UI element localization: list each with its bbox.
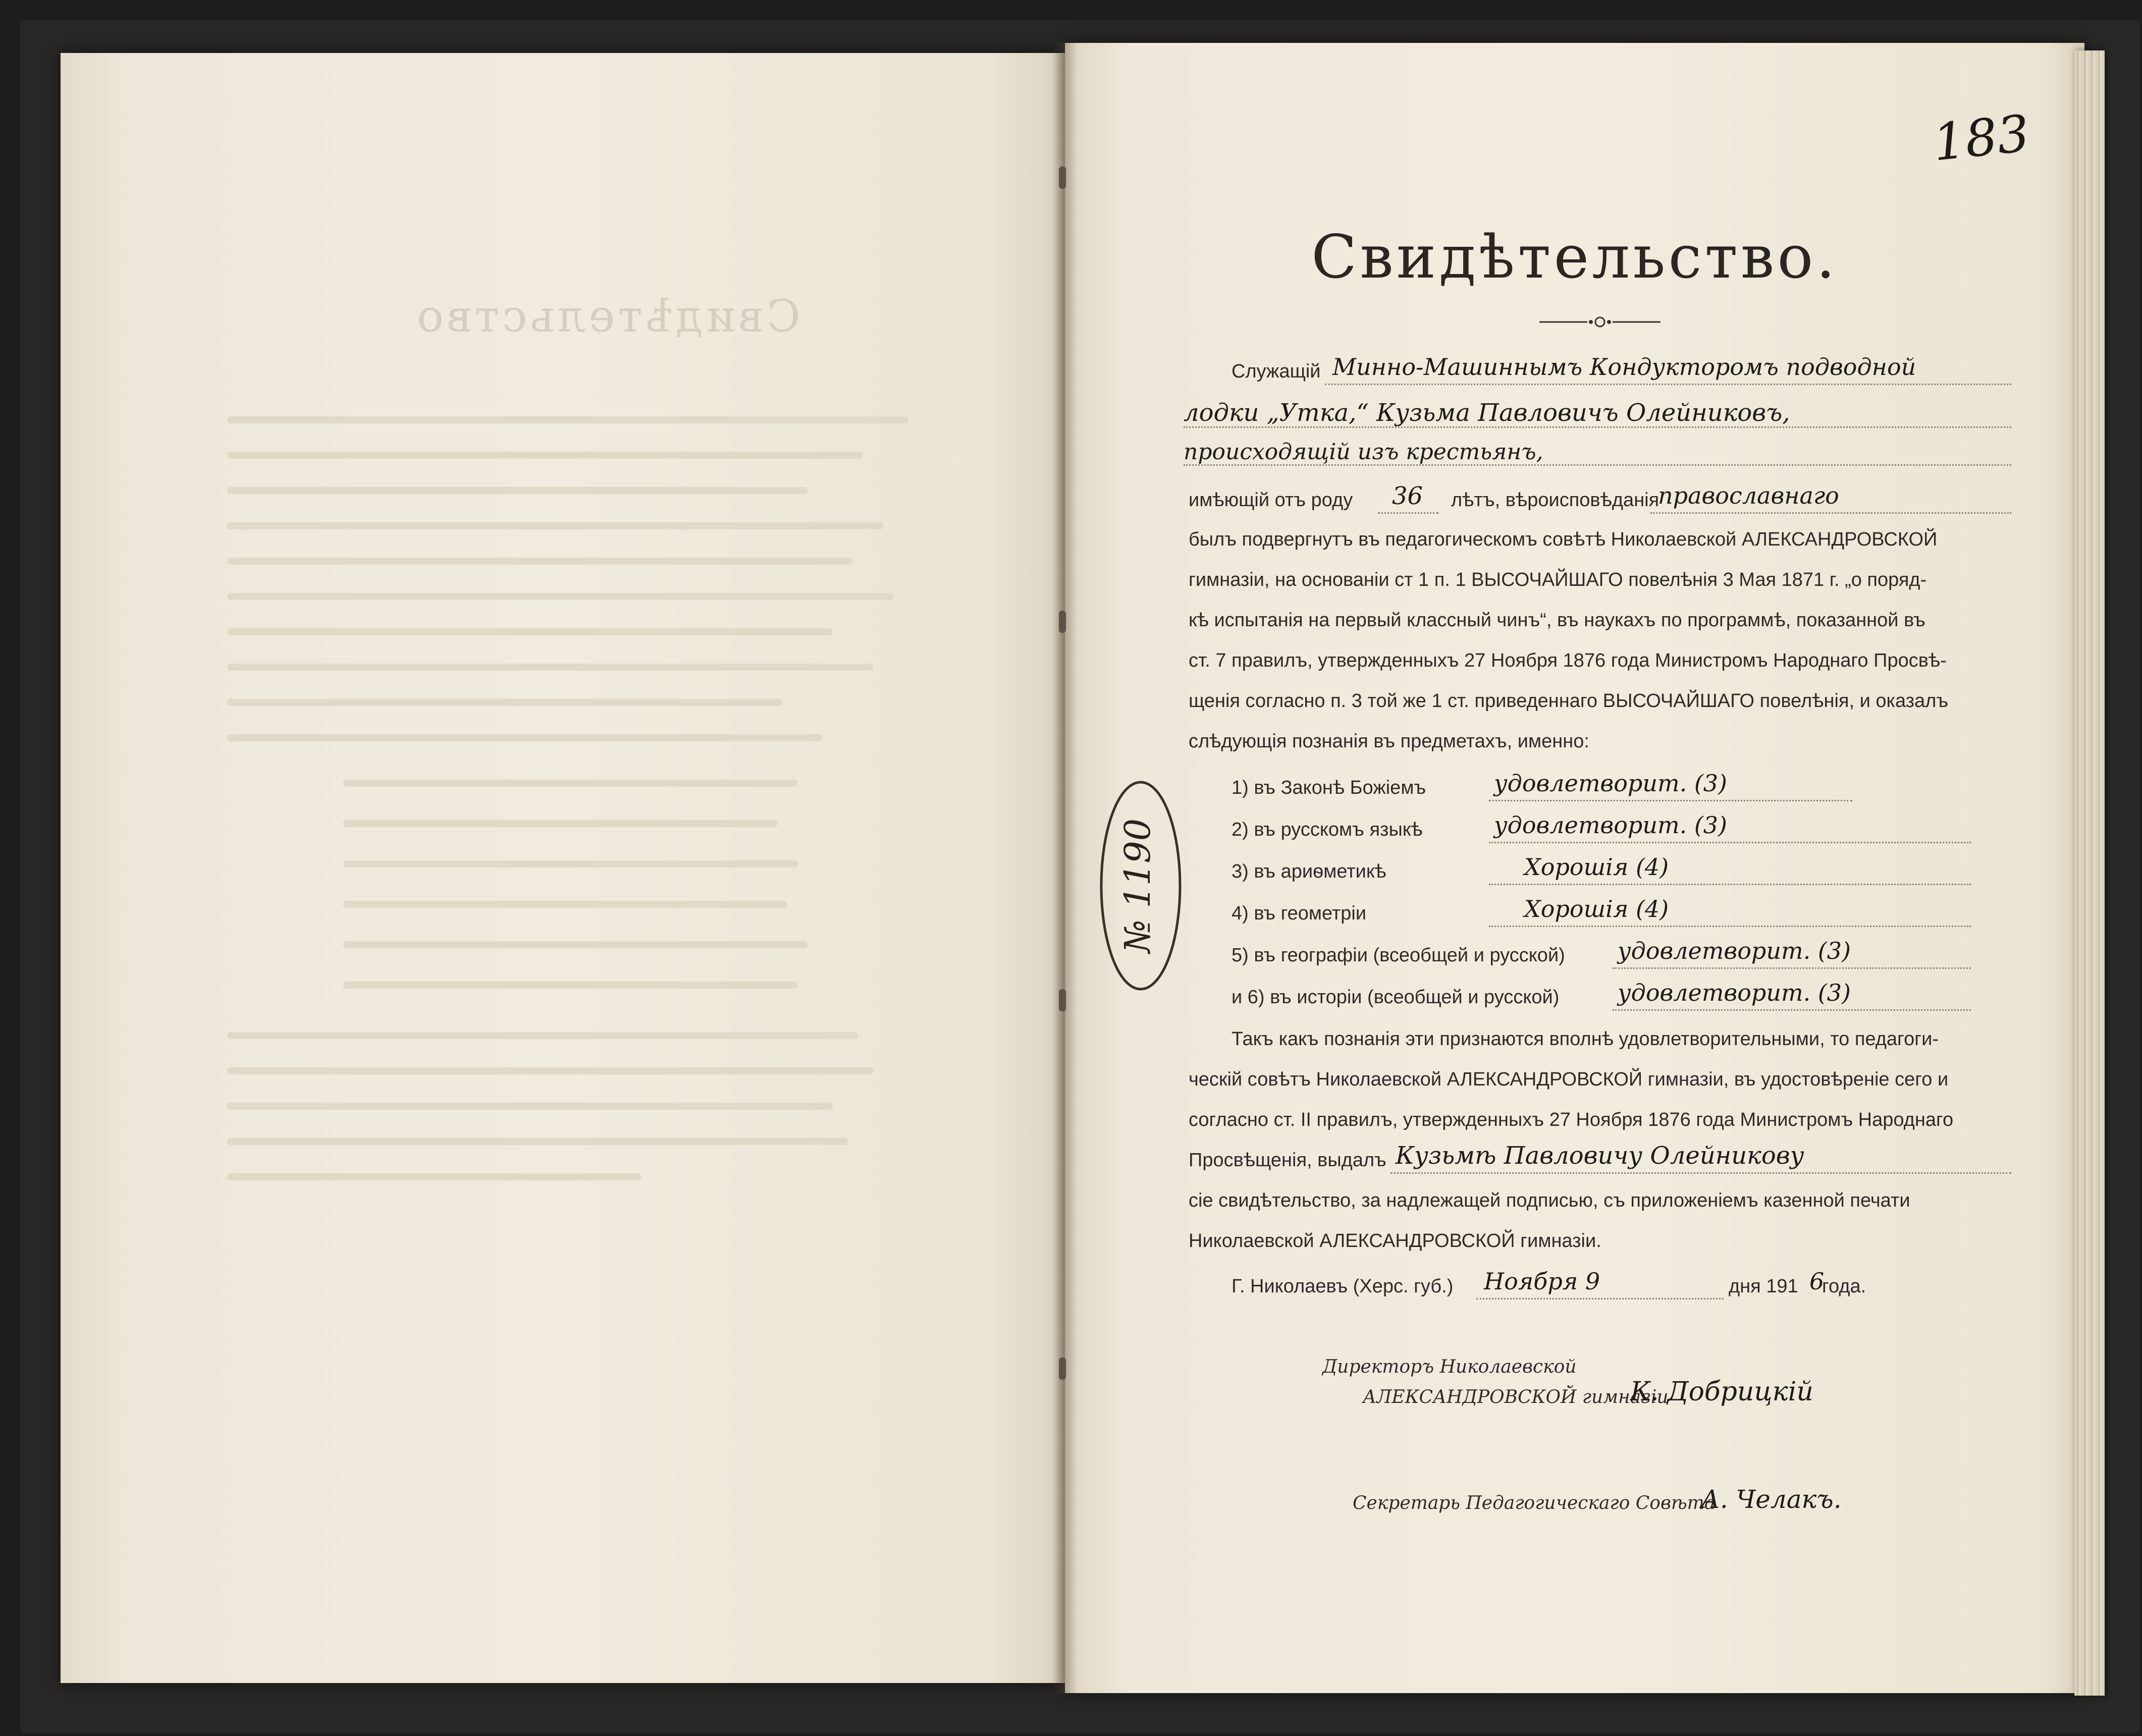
subject-grade: Хорошія (4): [1524, 895, 1669, 923]
bleed-through-line: [227, 699, 782, 706]
bleed-through-line: [343, 780, 797, 787]
folio-number: 183: [1930, 103, 2032, 173]
subject-label: 4) въ геометріи: [1231, 903, 1367, 924]
year-handwriting: 6: [1809, 1268, 1825, 1295]
religion-label: лѣтъ, вѣроисповѣданія: [1451, 490, 1659, 511]
bleed-through-line: [343, 982, 797, 989]
closing-line: согласно ст. II правилъ, утвержденныхъ 27 Ноября 1876 года Министромъ Народнаго: [1189, 1109, 1954, 1130]
bleed-through-line: [343, 860, 797, 867]
bleed-through-line: [227, 487, 808, 494]
bleed-through-line: [227, 593, 893, 600]
origin-handwriting: происходящій изъ крестьянъ,: [1184, 439, 1543, 465]
subject-label: 2) въ русскомъ языкѣ: [1231, 819, 1423, 840]
religion-handwriting: православнаго: [1658, 482, 1839, 509]
director-signature: К. Добрицкій: [1630, 1377, 1813, 1407]
stamp-number: № 1190: [1117, 818, 1158, 953]
age-label: имѣющій отъ роду: [1189, 490, 1353, 511]
director-title: Директоръ Николаевской: [1322, 1357, 1577, 1377]
book-spine: [1052, 43, 1078, 1693]
secretary-title: Секретарь Педагогическаго Совѣта: [1353, 1493, 1716, 1513]
fill-rule: [1650, 512, 2011, 514]
subject-label: и 6) въ исторіи (всеобщей и русской): [1231, 987, 1560, 1008]
bleed-through-line: [227, 1067, 873, 1074]
bleed-through-line: [227, 1032, 858, 1039]
bleed-through-line: [227, 522, 883, 529]
date-handwriting: Ноября 9: [1484, 1268, 1600, 1295]
subject-label: 3) въ ариѳметикѣ: [1231, 861, 1386, 882]
binding-stitch: [1059, 1358, 1066, 1380]
body-line: кѣ испытанія на первый классный чинъ“, въ наукахъ по программѣ, показанной въ: [1189, 610, 1925, 631]
body-line: щенія согласно п. 3 той же 1 ст. приведеннаго ВЫСОЧАЙШАГО повелѣнія, и оказалъ: [1189, 690, 1949, 712]
bleed-through-line: [227, 452, 863, 459]
page-edges: [2074, 50, 2105, 1696]
fill-rule: [1476, 1298, 1724, 1299]
bleed-through-line: [227, 1173, 641, 1180]
body-line: ст. 7 правилъ, утвержденныхъ 27 Ноября 1876 года Министромъ Народнаго Просвѣ-: [1189, 650, 1947, 671]
date-mid-label: дня 191: [1729, 1276, 1798, 1297]
closing-line: сіе свидѣтельство, за надлежащей подписью, съ приложеніемъ казенной печати: [1189, 1190, 1910, 1211]
closing-line: Просвѣщенія, выдалъ: [1189, 1150, 1386, 1171]
left-page: [61, 53, 1065, 1683]
serving-label: Служащій: [1231, 361, 1321, 382]
director-title: АЛЕКСАНДРОВСКОЙ гимназіи: [1363, 1387, 1669, 1407]
date-label: Г. Николаевъ (Херс. губ.): [1231, 1276, 1454, 1297]
document-title: Свидѣтельство.: [1311, 222, 1838, 292]
body-line: гимназіи, на основаніи ст 1 п. 1 ВЫСОЧАЙШАГО повелѣнія 3 Мая 1871 г. „о поряд-: [1189, 569, 1927, 590]
subject-grade: удовлетворит. (3): [1618, 937, 1851, 964]
body-line: слѣдующія познанія въ предметахъ, именно:: [1189, 731, 1589, 752]
binding-stitch: [1059, 989, 1066, 1011]
fill-rule: [1613, 1009, 1971, 1011]
secretary-signature: А. Челакъ.: [1701, 1485, 1842, 1514]
fill-rule: [1489, 884, 1971, 885]
title-ornament: [1539, 315, 1661, 329]
subject-grade: удовлетворит. (3): [1494, 811, 1727, 839]
serving-handwriting: Минно-Машиннымъ Кондукторомъ подводной: [1332, 353, 1916, 381]
bleed-through-line: [227, 734, 823, 741]
subject-grade: удовлетворит. (3): [1494, 770, 1727, 797]
closing-line: Такъ какъ познанія эти признаются вполнѣ удовлетворительными, то педагоги-: [1231, 1028, 1939, 1050]
bleed-through-line: [343, 820, 777, 827]
date-end-label: года.: [1822, 1276, 1866, 1297]
bleed-through-line: [227, 628, 833, 635]
closing-line: Николаевской АЛЕКСАНДРОВСКОЙ гимназіи.: [1189, 1230, 1601, 1252]
fill-rule: [1613, 967, 1971, 969]
registration-stamp: [1095, 777, 1186, 994]
recipient-handwriting: Кузьмѣ Павловичу Олейникову: [1396, 1142, 1804, 1170]
closing-line: ческій совѣтъ Николаевской АЛЕКСАНДРОВСКОЙ гимназіи, въ удостовѣреніе сего и: [1189, 1069, 1949, 1090]
subject-grade: удовлетворит. (3): [1618, 979, 1851, 1006]
fill-rule: [1489, 800, 1852, 801]
subject-label: 1) въ Законѣ Божіемъ: [1231, 777, 1426, 798]
bleed-through-line: [343, 901, 787, 908]
subject-grade: Хорошія (4): [1524, 853, 1669, 881]
binding-stitch: [1059, 167, 1066, 189]
boat-name-handwriting: лодки „Утка,“ Кузьма Павловичъ Олейниковъ,: [1184, 399, 1790, 427]
fill-rule: [1489, 926, 1971, 927]
body-line: былъ подвергнутъ въ педагогическомъ совѣтѣ Николаевской АЛЕКСАНДРОВСКОЙ: [1189, 529, 1938, 550]
fill-rule: [1378, 512, 1438, 514]
subject-label: 5) въ географіи (всеобщей и русской): [1231, 945, 1565, 966]
bleed-through-line: [227, 416, 908, 423]
age-handwriting: 36: [1392, 482, 1423, 510]
bleed-through-line: [227, 558, 853, 565]
bleed-through-title: Свидѣтельство: [414, 290, 800, 342]
binding-stitch: [1059, 611, 1066, 633]
bleed-through-line: [227, 664, 873, 671]
bleed-through-line: [343, 941, 808, 948]
fill-rule: [1390, 1172, 2011, 1174]
fill-rule: [1325, 384, 2011, 385]
fill-rule: [1489, 842, 1971, 843]
bleed-through-line: [227, 1138, 848, 1145]
bleed-through-line: [227, 1103, 833, 1110]
